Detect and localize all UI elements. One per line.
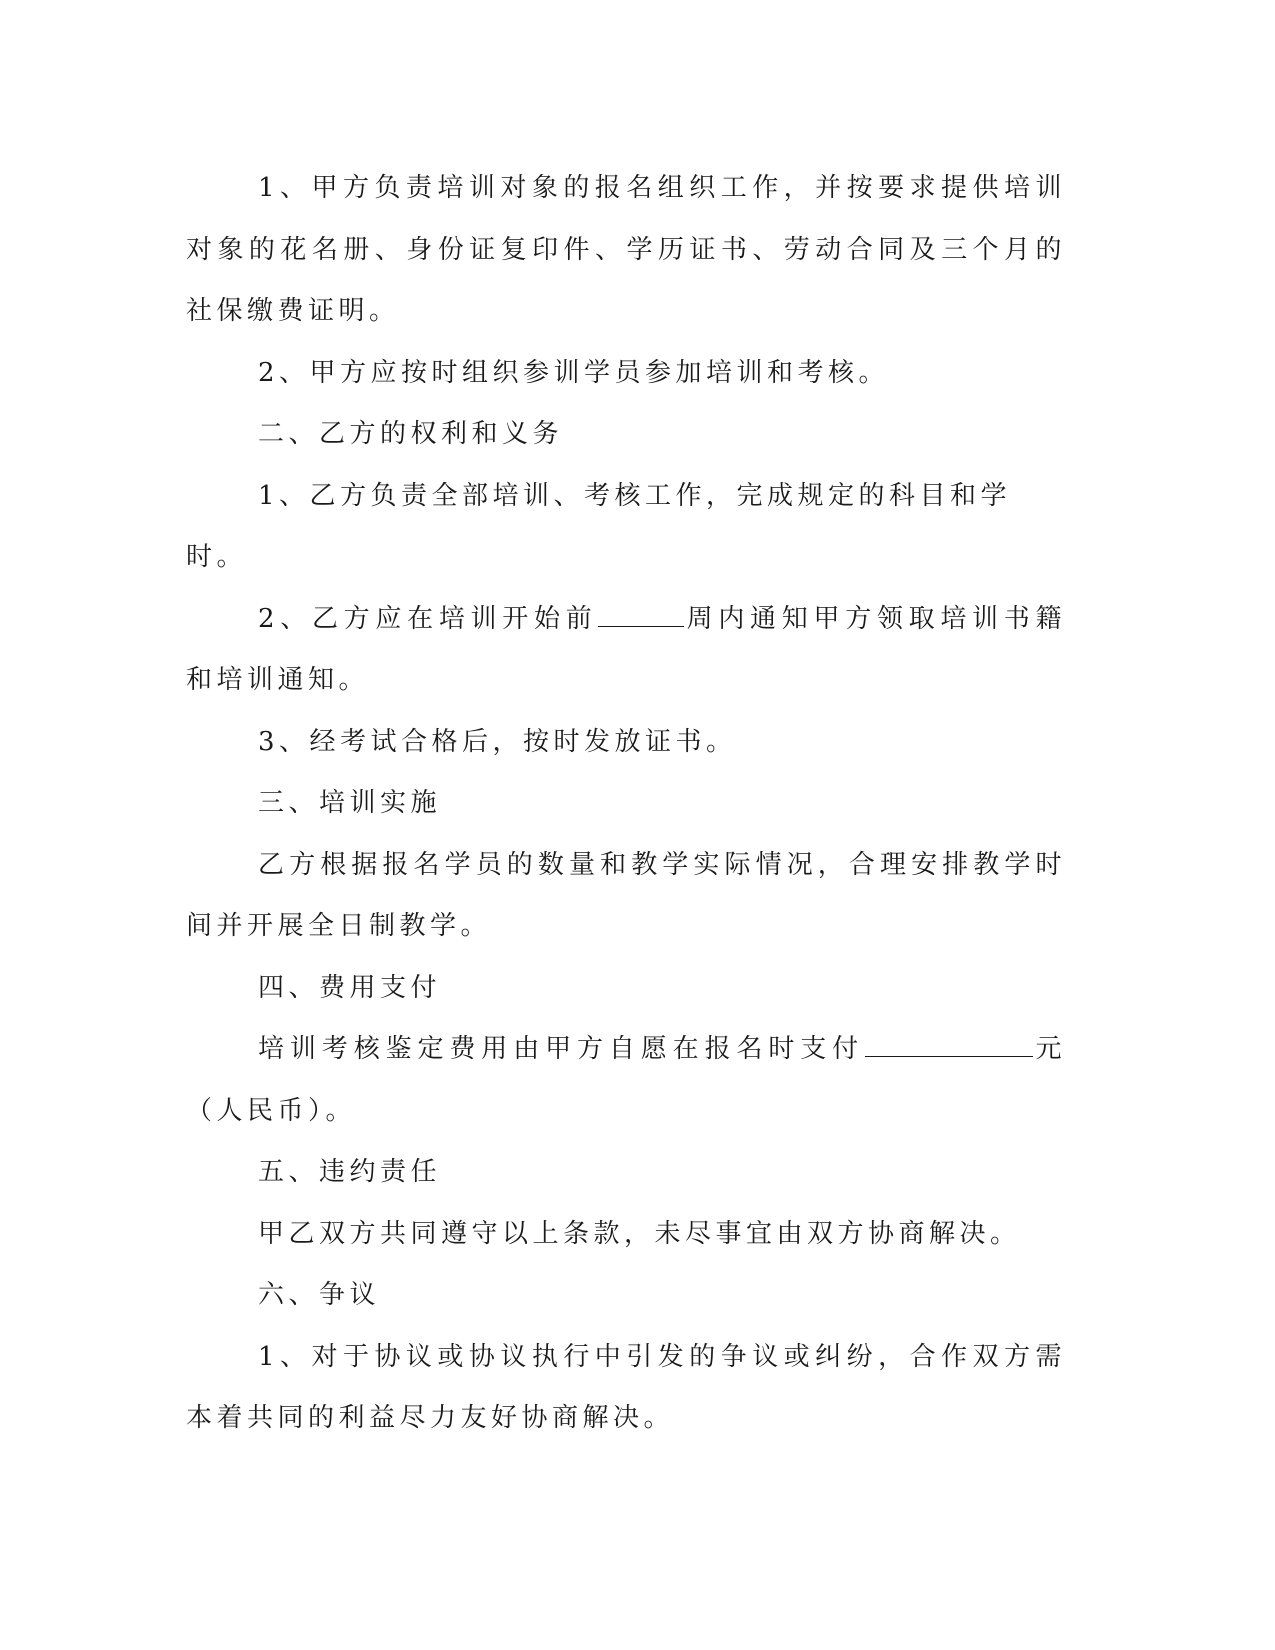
- paragraph-payment: [186, 1019, 1066, 1142]
- section-heading-party-b: 二、乙方的权利和义务: [258, 419, 564, 449]
- fill-in-blank-weeks: [598, 602, 684, 627]
- section-heading-implementation: 三、培训实施: [258, 788, 442, 818]
- paragraph-liability: 甲乙双方共同遵守以上条款，未尽事宜由双方协商解决。: [258, 1218, 1021, 1249]
- paragraph-party-b-duty-3: 3、经考试合格后，按时发放证书。: [258, 726, 737, 757]
- document-body: [186, 158, 1066, 1450]
- paragraph-party-a-duty-1: 1、甲方负责培训对象的报名组织工作，并按要求提供培训对象的花名册、身份证复印件、学历证书、劳动合同及三个月的社保缴费证明。: [186, 173, 1066, 326]
- paragraph-implementation: 乙方根据报名学员的数量和教学实际情况，合理安排教学时间并开展全日制教学。: [186, 849, 1066, 941]
- section-heading-payment: 四、费用支付: [258, 972, 442, 1003]
- paragraph-text: 培训考核鉴定费用由甲方自愿在报名时支付: [258, 1034, 865, 1064]
- paragraph-text: 周内通知甲方领取培训书籍和培训通知。: [186, 603, 1066, 695]
- paragraph-party-b-duty-2: [186, 589, 1066, 712]
- paragraph-dispute-1: 1、对于协议或协议执行中引发的争议或纠纷，合作双方需本着共同的利益尽力友好协商解决。: [186, 1341, 1066, 1433]
- paragraph-text: 元（人民币）。: [186, 1034, 1066, 1126]
- paragraph-party-a-duty-2: 2、甲方应按时组织参训学员参加培训和考核。: [258, 357, 890, 388]
- paragraph-text: 2、乙方应在培训开始前: [258, 603, 598, 634]
- section-heading-dispute: 六、争议: [258, 1280, 381, 1310]
- fill-in-blank-amount: [865, 1032, 1033, 1057]
- section-heading-liability: 五、违约责任: [258, 1157, 442, 1187]
- paragraph-party-b-duty-1: 1、乙方负责全部培训、考核工作，完成规定的科目和学时。: [186, 480, 1012, 572]
